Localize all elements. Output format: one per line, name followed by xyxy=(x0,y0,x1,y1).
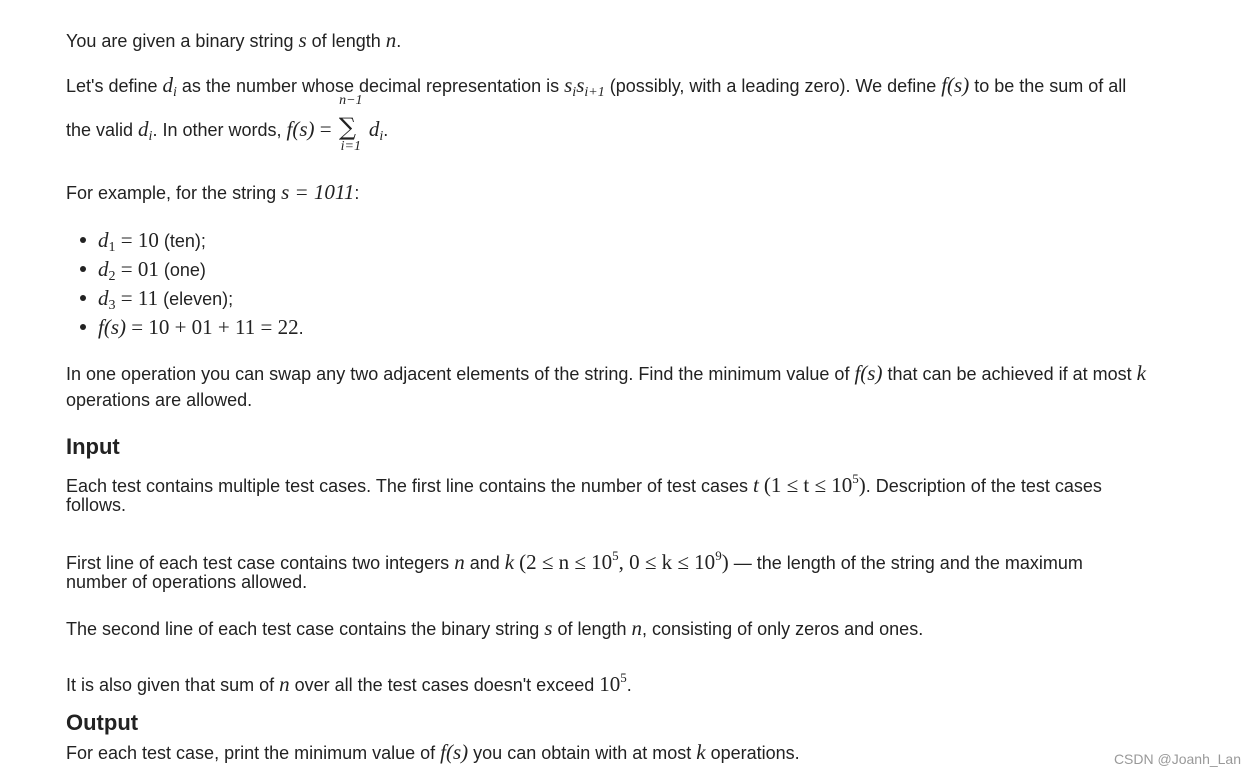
output-paragraph xyxy=(66,739,1235,767)
input-p2-d: number of operations allowed. xyxy=(66,572,308,592)
math-f-s: f(s) xyxy=(941,73,970,97)
watermark: CSDN @Joanh_Lan xyxy=(1113,751,1241,767)
d1-note: (ten); xyxy=(158,231,206,251)
math-t: t xyxy=(753,473,759,497)
math-equals: = xyxy=(314,117,337,141)
input-p4-a: It is also given that sum of xyxy=(66,675,280,695)
definition-paragraph-line2 xyxy=(66,93,1235,154)
intro-text-3: . xyxy=(396,31,402,51)
bullet-icon xyxy=(80,324,86,330)
intro-text-2: of length xyxy=(306,31,386,51)
sigma-glyph: ∑ xyxy=(338,113,356,141)
input-p1-c: follows. xyxy=(66,495,127,515)
sum-upper-limit: n−1 xyxy=(339,93,363,108)
math-d2: $d_2$ xyxy=(98,257,116,284)
math-k-2: k xyxy=(504,550,515,574)
define-text-a: Let's define xyxy=(66,76,163,96)
d3-note: (eleven); xyxy=(158,289,234,309)
math-d1: $d_1$ xyxy=(98,228,116,255)
input-p3-a: The second line of each test case contains the binary string xyxy=(66,619,545,639)
fs-end: . xyxy=(298,318,304,338)
example-text: For example, for the string xyxy=(66,183,282,203)
input-p2-c: — the length of the string and the maximum xyxy=(728,553,1083,573)
math-d-i-3: di xyxy=(368,117,384,144)
fs-expression: = 10 + 01 + 11 = 22 xyxy=(126,315,299,339)
math-n-4: n xyxy=(279,672,290,696)
math-s-2: s xyxy=(544,616,553,640)
input-paragraph-4 xyxy=(66,664,1235,699)
summation-symbol xyxy=(337,93,365,154)
input-p3-b: of length xyxy=(552,619,632,639)
define-text-f: . In other words, xyxy=(152,120,287,140)
operation-paragraph xyxy=(66,360,1235,388)
define-text-b: as the number whose decimal representation is xyxy=(176,76,565,96)
input-paragraph-1-line2 xyxy=(66,492,1235,519)
math-f-s-2: f(s) xyxy=(286,117,315,141)
input-heading: Input xyxy=(66,434,120,459)
sum-lower-limit: i=1 xyxy=(340,139,362,154)
output-p1-a: For each test case, print the minimum value of xyxy=(66,743,441,763)
math-n-2: n xyxy=(454,550,465,574)
bullet-icon xyxy=(80,266,86,272)
define-text-g: . xyxy=(383,120,389,140)
math-k-3: k xyxy=(696,740,706,764)
math-nk-range: ($2 \le n \le 10^5$, $0 \le k \le 10^9$) xyxy=(519,548,729,574)
output-heading: Output xyxy=(66,710,139,735)
math-d3: $d_3$ xyxy=(98,286,116,313)
d1-value: = 10 xyxy=(115,228,159,252)
bullet-icon xyxy=(80,295,86,301)
intro-paragraph xyxy=(66,27,1235,55)
output-p1-b: you can obtain with at most xyxy=(468,743,697,763)
define-text-e: the valid xyxy=(66,120,139,140)
define-text-c: (possibly, with a leading zero). We define xyxy=(604,76,942,96)
operation-paragraph-line2 xyxy=(66,387,1235,414)
math-s-i-s-i1: sisi+1 xyxy=(564,73,605,100)
input-p3-c: , consisting of only zeros and ones. xyxy=(642,619,924,639)
math-ten-pow-5: $10^5$ xyxy=(599,670,627,696)
output-p1-c: operations. xyxy=(705,743,800,763)
math-f-s-3: f(s) xyxy=(98,315,126,339)
operation-text-b: that can be achieved if at most xyxy=(882,364,1137,384)
operation-text-a: In one operation you can swap any two adjacent elements of the string. Find the minimum value of xyxy=(66,364,855,384)
example-colon: : xyxy=(354,183,360,203)
d2-value: = 01 xyxy=(115,257,159,281)
input-p4-b: over all the test cases doesn't exceed xyxy=(289,675,600,695)
input-p1-b: . Description of the test cases xyxy=(865,476,1102,496)
operation-text-c: operations are allowed. xyxy=(66,390,253,410)
math-s: s xyxy=(298,28,307,52)
math-f-s-4: f(s) xyxy=(854,361,883,385)
input-p1-a: Each test contains multiple test cases. The first line contains the number of test cases xyxy=(66,476,754,496)
math-t-range: $(1 \le t \le 10^5)$ xyxy=(763,471,866,497)
list-item xyxy=(80,313,304,342)
math-d-i-2: di xyxy=(138,117,153,144)
math-d-i: di xyxy=(162,73,177,100)
input-paragraph-3 xyxy=(66,615,1235,643)
bullet-icon xyxy=(80,237,86,243)
input-paragraph-2-line2 xyxy=(66,569,1235,596)
math-f-s-5: f(s) xyxy=(440,740,469,764)
d2-note: (one) xyxy=(158,260,206,280)
input-p2-a: First line of each test case contains two integers xyxy=(66,553,455,573)
example-paragraph xyxy=(66,179,1235,207)
intro-text: You are given a binary string xyxy=(66,31,299,51)
math-n-3: n xyxy=(631,616,643,640)
define-text-d: to be the sum of all xyxy=(969,76,1127,96)
d3-value: = 11 xyxy=(115,286,159,310)
math-k: k xyxy=(1136,361,1146,385)
definition-paragraph xyxy=(66,72,1235,106)
math-s-eq: s = 1011 xyxy=(281,180,355,204)
input-p2-b: and xyxy=(464,553,505,573)
input-p4-c: . xyxy=(626,675,632,695)
math-n: n xyxy=(385,28,397,52)
